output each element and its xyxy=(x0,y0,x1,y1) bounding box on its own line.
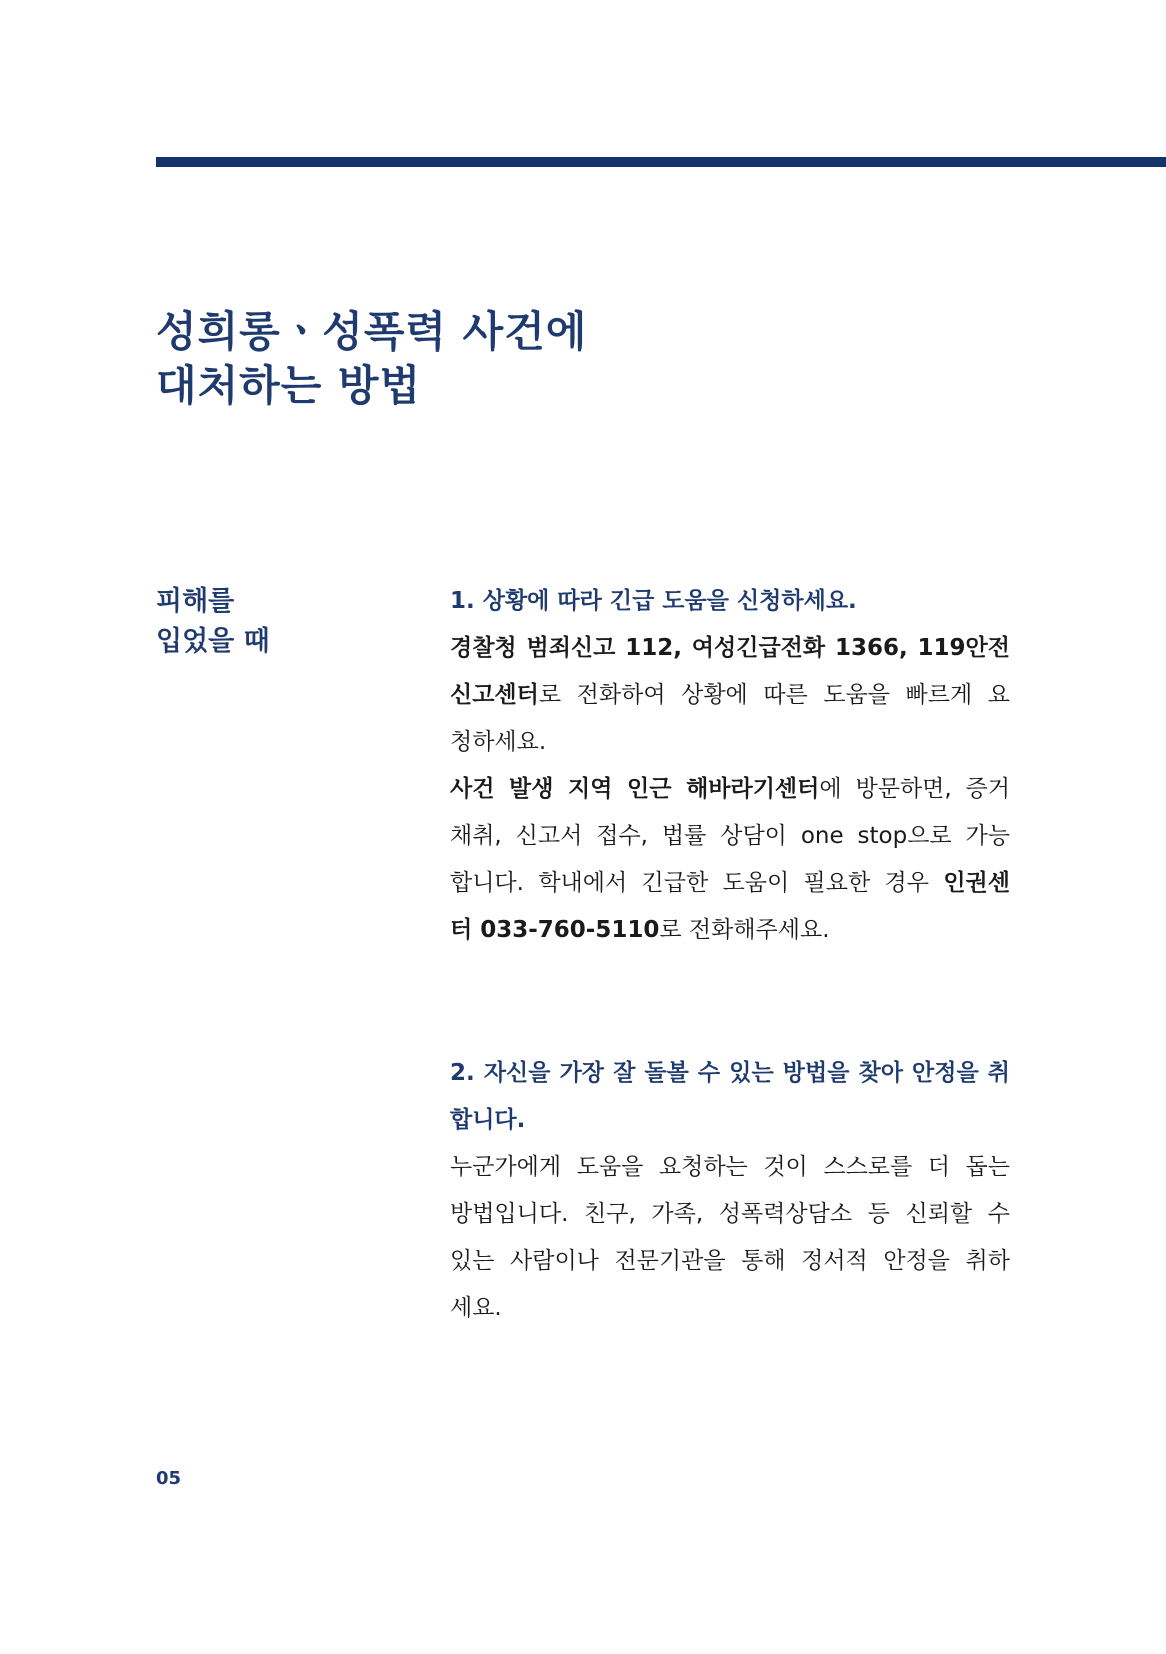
report-center-name: 신고센터 xyxy=(450,682,539,708)
section-2-line: 있는 사람이나 전문기관을 통해 정서적 안정을 취하 xyxy=(450,1248,1010,1274)
page-title-line-1: 성희롱ㆍ성폭력 사건에 xyxy=(156,307,588,356)
section-2-line: 누군가에게 도움을 요청하는 것이 스스로를 더 돕는 xyxy=(450,1154,1010,1180)
human-rights-center-name: 인권센 xyxy=(943,870,1010,896)
page-number: 05 xyxy=(156,1468,182,1489)
human-rights-center-phone: 터 033-760-5110 xyxy=(450,917,660,943)
side-heading-line-1: 피해를 xyxy=(156,586,235,617)
section-emergency-help xyxy=(450,578,1010,954)
section-1-line xyxy=(450,766,1010,813)
section-1-text: 합니다. 학내에서 긴급한 도움이 필요한 경우 xyxy=(450,870,944,896)
side-heading xyxy=(156,582,270,662)
side-heading-line-2: 입었을 때 xyxy=(156,626,270,657)
section-self-care xyxy=(450,1050,1010,1332)
page-title xyxy=(156,305,587,413)
section-1-text: 청하세요. xyxy=(450,729,547,755)
top-rule xyxy=(156,157,1166,167)
section-1-text: 에 방문하면, 증거 xyxy=(819,776,1010,802)
section-1-text: 로 전화하여 상황에 따른 도움을 빠르게 요 xyxy=(538,682,1010,708)
page-title-line-2: 대처하는 방법 xyxy=(156,361,422,410)
section-1-line xyxy=(450,719,1010,766)
section-1-line xyxy=(450,625,1010,672)
emergency-numbers: 경찰청 범죄신고 112, 여성긴급전화 1366, 119안전 xyxy=(450,635,1010,661)
section-1-heading: 1. 상황에 따라 긴급 도움을 신청하세요. xyxy=(450,588,857,614)
section-1-line xyxy=(450,813,1010,860)
section-2-line: 방법입니다. 친구, 가족, 성폭력상담소 등 신뢰할 수 xyxy=(450,1201,1010,1227)
section-2-line: 세요. xyxy=(450,1295,502,1321)
section-1-line xyxy=(450,672,1010,719)
section-2-heading-line-1: 2. 자신을 가장 잘 돌볼 수 있는 방법을 찾아 안정을 취 xyxy=(450,1060,1010,1086)
section-1-text: 로 전화해주세요. xyxy=(659,917,830,943)
section-1-line xyxy=(450,860,1010,907)
sunflower-center-name: 사건 발생 지역 인근 해바라기센터 xyxy=(450,776,820,802)
section-2-heading-line-2: 합니다. xyxy=(450,1107,526,1133)
section-1-line xyxy=(450,907,1010,954)
section-1-text: 채취, 신고서 접수, 법률 상담이 one stop으로 가능 xyxy=(450,823,1010,849)
